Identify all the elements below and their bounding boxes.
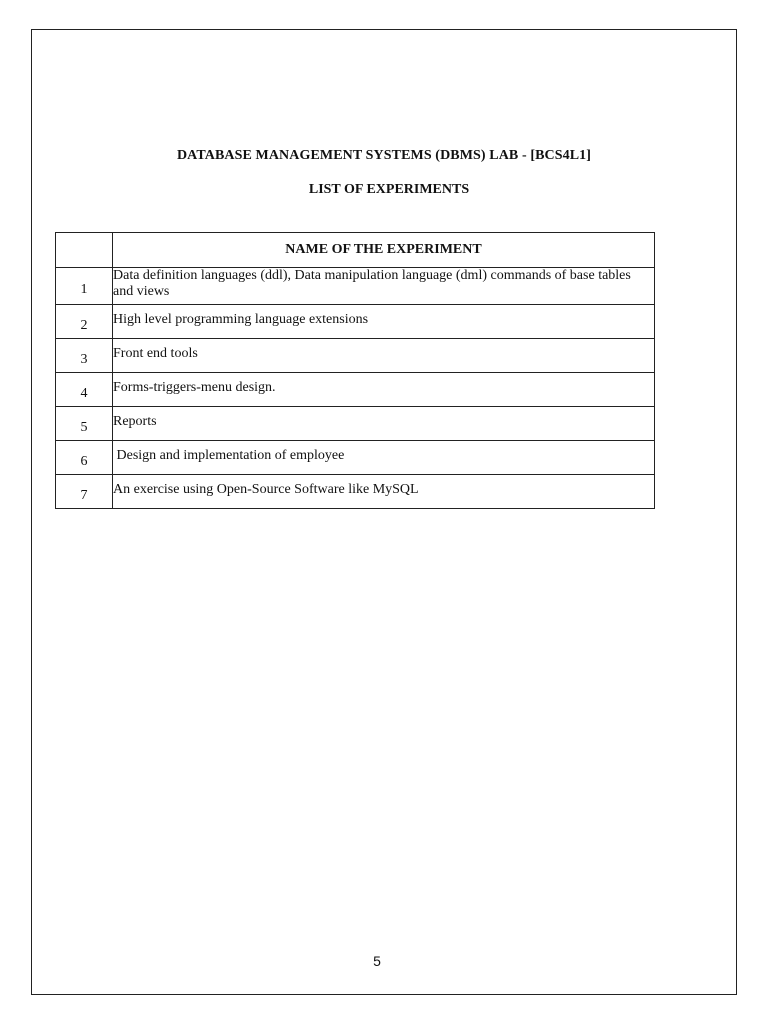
- experiment-number: 3: [56, 339, 113, 373]
- table-row: [56, 305, 655, 339]
- experiment-number: 4: [56, 373, 113, 407]
- table-row: [56, 407, 655, 441]
- experiment-name: Data definition languages (ddl), Data manipulation language (dml) commands of base tables and views: [113, 268, 655, 305]
- header-number-cell: [56, 233, 113, 268]
- experiment-name: Forms-triggers-menu design.: [113, 373, 655, 407]
- table-row: [56, 441, 655, 475]
- document-subtitle: LIST OF EXPERIMENTS: [308, 182, 470, 197]
- experiment-number: 1: [56, 268, 113, 305]
- page-border: [31, 29, 737, 995]
- document-title: DATABASE MANAGEMENT SYSTEMS (DBMS) LAB - [BCS4L1]: [176, 148, 592, 163]
- header-name-cell: NAME OF THE EXPERIMENT: [113, 233, 655, 268]
- experiment-name: High level programming language extensions: [113, 305, 655, 339]
- experiment-number: 2: [56, 305, 113, 339]
- experiment-name: An exercise using Open-Source Software like MySQL: [113, 475, 655, 509]
- experiment-name: Front end tools: [113, 339, 655, 373]
- experiment-number: 7: [56, 475, 113, 509]
- table-row: [56, 268, 655, 305]
- table-row: [56, 339, 655, 373]
- table-header-row: [56, 233, 655, 268]
- experiment-number: 6: [56, 441, 113, 475]
- experiments-table: [55, 232, 655, 509]
- experiment-name: Design and implementation of employee: [113, 441, 655, 475]
- page-number: 5: [373, 953, 381, 969]
- experiment-number: 5: [56, 407, 113, 441]
- table-row: [56, 475, 655, 509]
- table-row: [56, 373, 655, 407]
- experiment-name: Reports: [113, 407, 655, 441]
